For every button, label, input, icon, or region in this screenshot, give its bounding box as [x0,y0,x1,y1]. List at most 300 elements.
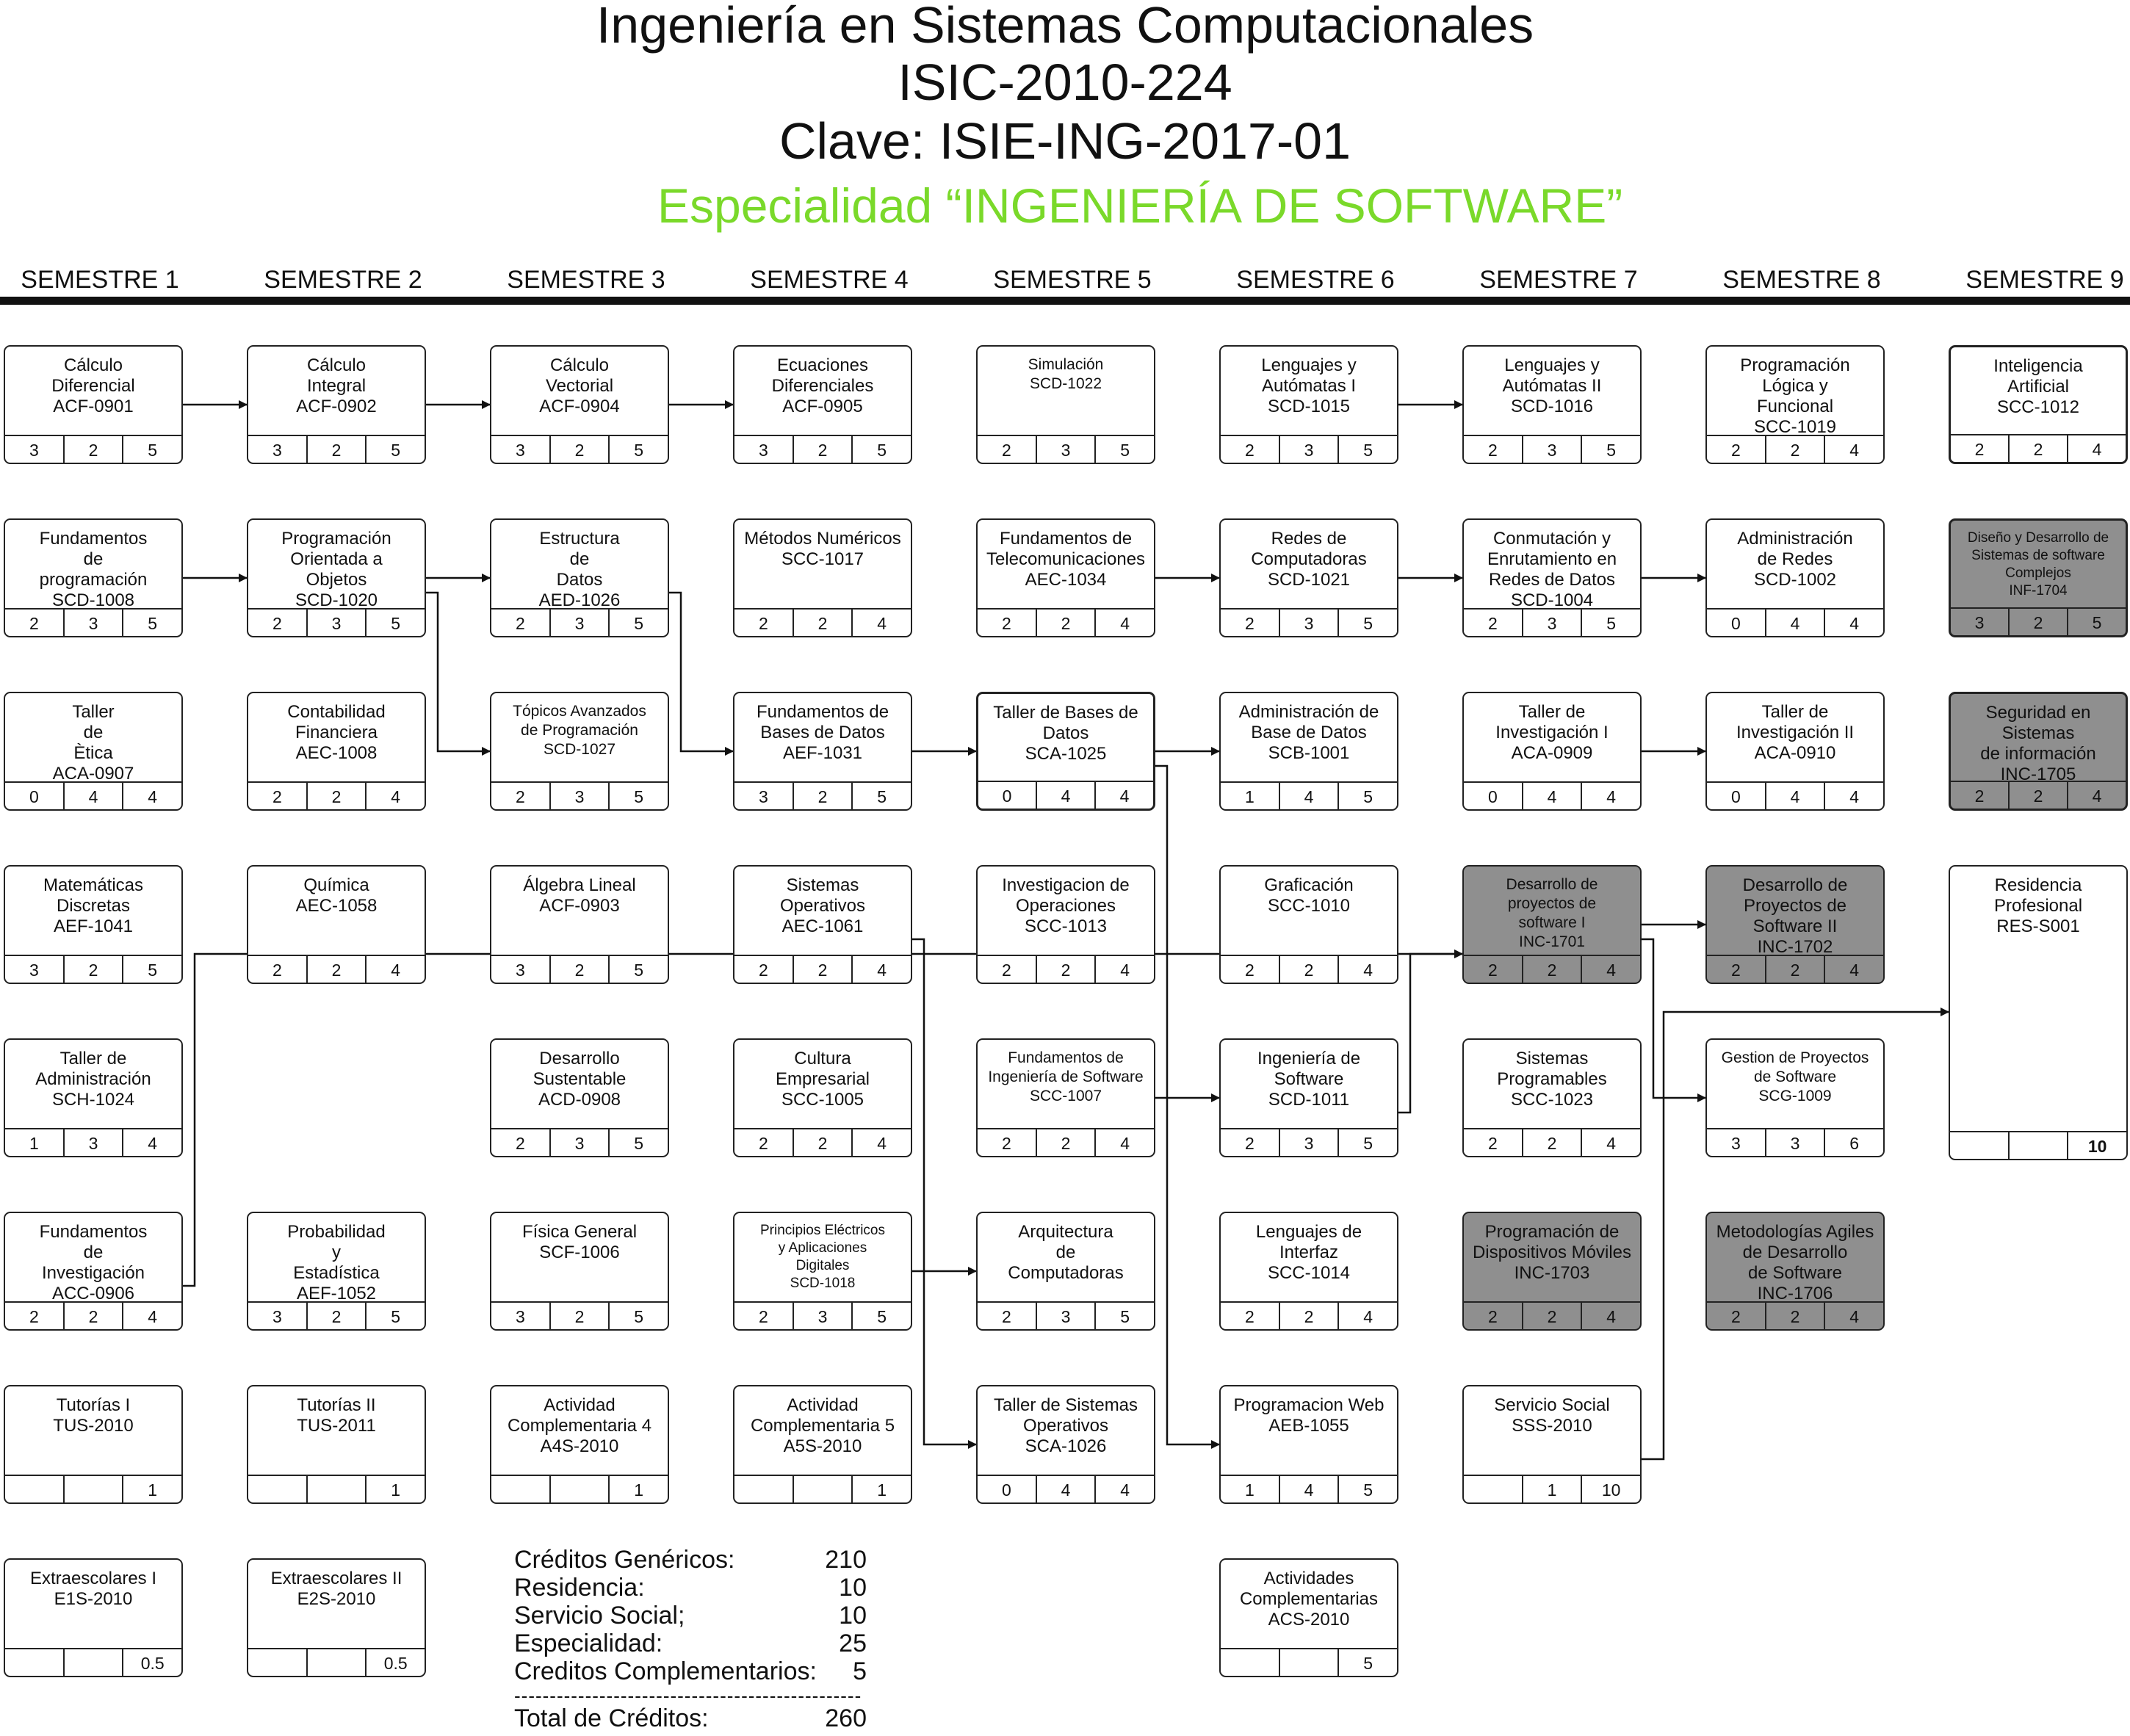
course-code: SCD-1015 [1267,397,1351,416]
course-body [5,520,181,610]
practice-hours: 2 [1523,1129,1583,1156]
theory-hours: 2 [1464,1303,1523,1329]
course-aeb-1055 [1219,1385,1398,1504]
theory-hours: 0 [1707,783,1766,809]
course-credits [734,1301,911,1329]
practice-hours: 3 [551,783,610,809]
credit-total-label: Total de Créditos: [514,1704,709,1732]
credit-row [514,1602,867,1630]
course-code: SSS-2010 [1512,1416,1592,1436]
practice-hours: 3 [1037,436,1097,463]
course-body [5,347,181,433]
course-code: SCC-1005 [781,1090,864,1110]
course-code: ACF-0904 [539,397,620,416]
theory-hours: 2 [1464,610,1523,636]
course-scc-1007 [976,1038,1155,1157]
credit-total: 5 [1363,1654,1373,1673]
course-name: Métodos Numéricos [744,529,901,549]
course-code: INC-1706 [1757,1284,1833,1303]
course-body [734,1386,911,1473]
credit-total: 4 [1606,787,1617,806]
course-body [1221,693,1397,780]
course-name: Fundamentos de Ingeniería de Software [988,1049,1144,1085]
course-credits [734,608,911,636]
course-credits [491,608,668,636]
course-code: E1S-2010 [54,1589,133,1609]
credit-total: 5 [1120,1307,1130,1326]
course-name: Cálculo Integral [306,355,367,396]
course-body [5,693,181,784]
practice-hours [1280,1649,1340,1676]
practice-hours: 3 [551,610,610,636]
course-name: Fundamentos de Investigación [39,1222,148,1283]
course-credits [1221,955,1397,983]
credit-total: 5 [634,441,644,460]
course-body [1464,520,1640,610]
course-body [248,1213,425,1303]
title-line-3: Clave: ISIE-ING-2017-01 [779,112,1351,170]
credit-total: 5 [1363,1480,1373,1500]
course-credits [1707,435,1883,463]
course-scc-1014 [1219,1212,1398,1331]
course-credits [248,1648,425,1676]
theory-hours: 2 [1221,956,1280,983]
theory-hours: 2 [1707,1303,1766,1329]
course-aec-1061 [733,865,912,984]
course-name: Taller de Administración [35,1049,151,1089]
credit-total: 4 [391,787,401,806]
credit-total: 5 [877,787,887,806]
course-name: Metodologías Agiles de Desarrollo de Software [1716,1222,1874,1283]
course-scd-1027 [490,692,669,811]
practice-hours: 2 [2010,609,2068,635]
course-code: SCH-1024 [51,1090,135,1110]
course-aca-0907 [4,692,183,811]
course-name: Ingeniería de Software [1257,1049,1361,1089]
credit-separator: ------------------------------------------------- [514,1687,862,1704]
course-credits [1951,434,2126,462]
course-code: SCC-1010 [1267,896,1351,916]
credit-total: 5 [391,441,401,460]
course-code: SCA-1025 [1025,744,1107,764]
credit-label: Servicio Social; [514,1602,685,1630]
course-code: ACF-0902 [296,397,377,416]
course-credits [1221,1301,1397,1329]
practice-hours: 1 [1523,1476,1583,1502]
course-credits [978,435,1154,463]
credit-total: 4 [877,614,887,633]
course-scd-1018 [733,1212,912,1331]
course-code: E2S-2010 [297,1589,376,1609]
prerequisite-arrow [1398,954,1462,1113]
course-body [1221,1040,1397,1126]
credit-total: 4 [1120,961,1130,980]
course-body [1707,347,1883,437]
credit-total: 1 [391,1480,401,1500]
course-body [734,693,911,780]
course-scd-1011 [1219,1038,1398,1157]
practice-hours: 2 [1037,1129,1097,1156]
course-code: SCD-1002 [1753,570,1837,590]
prerequisite-arrow [1155,766,1219,1444]
course-credits [1707,1128,1883,1156]
course-sch-1024 [4,1038,183,1157]
course-code: SCA-1026 [1025,1436,1107,1456]
course-name: Actividad Complementaria 4 [507,1395,652,1436]
practice-hours [65,1649,124,1676]
course-code: ACA-0909 [1511,743,1593,763]
course-code: AEF-1041 [53,916,134,936]
theory-hours: 2 [734,1303,794,1329]
course-credits [978,1128,1154,1156]
course-body [491,693,668,780]
course-credits [734,1475,911,1502]
credit-total: 5 [148,441,158,460]
course-inc-1701 [1462,865,1642,984]
semester-5-label: SEMESTRE 5 [993,266,1152,294]
course-scc-1013 [976,865,1155,984]
course-credits [5,1301,181,1329]
course-body [734,347,911,433]
course-name: Estructura de Datos [539,529,620,590]
course-code: SCC-1017 [781,549,864,569]
course-credits [734,1128,911,1156]
practice-hours: 2 [1766,956,1826,983]
practice-hours: 4 [65,783,124,809]
credit-total: 4 [1606,1134,1617,1153]
course-name: Actividades Complementarias [1239,1569,1379,1609]
credit-total: 4 [1849,961,1860,980]
course-body [1221,1386,1397,1473]
course-acc-0906 [4,1212,183,1331]
course-aec-1058 [247,865,426,984]
course-name: Taller de Investigación I [1495,702,1609,742]
course-acf-0904 [490,345,669,464]
course-c5_6 [976,1212,1155,1331]
practice-hours: 2 [65,956,124,983]
practice-hours: 3 [551,1129,610,1156]
course-credits [978,608,1154,636]
course-credits [1221,1648,1397,1676]
theory-hours: 2 [1221,1303,1280,1329]
course-code: TUS-2010 [53,1416,134,1436]
course-code: SCD-1022 [1029,375,1102,392]
practice-hours: 4 [1766,610,1826,636]
course-name: Desarrollo Sustentable [532,1049,627,1089]
course-name: Tutorías I [56,1395,131,1415]
course-credits [1464,608,1640,636]
credit-total: 5 [634,1134,644,1153]
credit-label: Especialidad: [514,1630,663,1657]
prerequisite-arrow [1642,939,1705,1098]
course-name: Actividad Complementaria 5 [750,1395,895,1436]
theory-hours [1464,1476,1523,1502]
course-body [491,1386,668,1473]
course-name: Graficación [1264,875,1354,895]
practice-hours: 3 [1523,436,1583,463]
theory-hours: 2 [1464,1129,1523,1156]
course-body [248,867,425,953]
course-code: SCD-1021 [1267,570,1351,590]
course-name: Sistemas Operativos [779,875,866,916]
course-body [1707,867,1883,957]
theory-hours: 0 [978,782,1037,809]
credit-value: 10 [839,1574,867,1602]
course-acd-0908 [490,1038,669,1157]
credit-total: 5 [1363,614,1373,633]
credit-label: Créditos Genéricos: [514,1546,735,1574]
theory-hours: 2 [5,1303,65,1329]
course-body [248,1386,425,1473]
course-aec-1008 [247,692,426,811]
course-credits [1221,781,1397,809]
credit-total: 5 [634,961,644,980]
theory-hours: 2 [248,610,308,636]
course-body [1221,520,1397,607]
course-name: Conmutación y Enrutamiento en Redes de Datos [1487,529,1617,590]
theory-hours: 1 [1221,783,1280,809]
course-code: ACC-0906 [51,1284,135,1303]
theory-hours: 2 [248,956,308,983]
credit-total: 4 [148,787,158,806]
semester-4-label: SEMESTRE 4 [750,266,909,294]
theory-hours: 0 [1707,610,1766,636]
course-code: AEC-1061 [781,916,864,936]
course-acf-0901 [4,345,183,464]
theory-hours: 3 [1707,1129,1766,1156]
course-body [5,1560,181,1646]
course-name: Gestion de Proyectos de Software [1721,1049,1869,1085]
course-name: Administración de Redes [1737,529,1853,569]
credit-total: 4 [2092,786,2102,806]
course-name: Simulación [1028,356,1104,373]
course-code: ACD-0908 [538,1090,621,1110]
credit-row [514,1657,867,1685]
theory-hours: 2 [978,436,1037,463]
practice-hours [308,1476,367,1502]
course-name: Diseño y Desarrollo de Sistemas de software Complejos [1967,530,2109,581]
course-name: Redes de Computadoras [1251,529,1367,569]
course-credits [1464,435,1640,463]
course-name: Extraescolares II [270,1569,402,1588]
practice-hours: 2 [308,436,367,463]
course-credits [978,1301,1154,1329]
theory-hours: 3 [491,436,551,463]
course-credits [248,608,425,636]
course-body [978,694,1153,781]
course-credits [1707,608,1883,636]
theory-hours: 2 [1464,436,1523,463]
course-credits [1221,1128,1397,1156]
course-code: SCD-1004 [1510,590,1594,610]
course-code: ACA-0907 [52,764,134,784]
course-name: Taller de Ètica [72,702,115,763]
practice-hours: 2 [1523,1303,1583,1329]
theory-hours: 2 [1951,435,2010,462]
course-aef-1052 [247,1212,426,1331]
course-code: AEC-1008 [295,743,378,763]
theory-hours: 2 [491,783,551,809]
theory-hours: 2 [1707,956,1766,983]
practice-hours: 4 [1766,783,1826,809]
theory-hours: 1 [1221,1476,1280,1502]
credit-total: 5 [1120,441,1130,460]
practice-hours: 2 [308,1303,367,1329]
course-name: Taller de Bases de Datos [993,703,1138,743]
practice-hours: 3 [1037,1303,1097,1329]
practice-hours: 2 [2010,435,2068,462]
course-credits [1707,1301,1883,1329]
course-scg-1009 [1705,1038,1885,1157]
theory-hours: 3 [734,436,794,463]
course-body [734,867,911,953]
practice-hours: 3 [1280,436,1340,463]
practice-hours: 3 [1766,1129,1826,1156]
course-inc-1705 [1949,692,2128,811]
practice-hours: 2 [2010,782,2068,809]
course-name: Fundamentos de Telecomunicaciones [986,529,1146,569]
course-body [1951,347,2126,434]
course-scc-1010 [1219,865,1398,984]
course-name: Ecuaciones Diferenciales [771,355,874,396]
theory-hours: 3 [734,783,794,809]
course-name: Lenguajes y Autómatas II [1502,355,1602,396]
course-code: AEF-1052 [296,1284,377,1303]
course-inc-1706 [1705,1212,1885,1331]
practice-hours: 2 [794,436,853,463]
course-body [5,1040,181,1126]
practice-hours: 3 [65,610,124,636]
course-name: Taller de Sistemas Operativos [993,1395,1138,1436]
theory-hours: 2 [1951,782,2010,809]
credit-total-row [514,1704,867,1732]
course-body [491,867,668,953]
course-code: ACF-0903 [539,896,620,916]
credit-total: 4 [391,961,401,980]
credit-label: Creditos Complementarios: [514,1657,817,1685]
course-credits [1464,781,1640,809]
credit-total: 5 [148,614,158,633]
theory-hours: 2 [1221,436,1280,463]
credit-total: 5 [877,441,887,460]
course-scd-1004 [1462,518,1642,637]
credit-total: 5 [1363,787,1373,806]
course-code: INC-1703 [1514,1263,1590,1283]
course-body [1464,1040,1640,1126]
credit-total: 0.5 [383,1654,408,1673]
theory-hours: 2 [978,1129,1037,1156]
course-code: ACF-0905 [782,397,863,416]
course-credits [248,435,425,463]
theory-hours [1221,1649,1280,1676]
theory-hours: 2 [734,610,794,636]
course-aec-1034 [976,518,1155,637]
practice-hours: 4 [1523,783,1583,809]
prerequisite-arrow [669,593,733,751]
course-credits [491,1475,668,1502]
course-code: SCC-1012 [1996,397,2080,417]
credit-total: 4 [877,961,887,980]
course-credits [978,781,1153,809]
course-name: Extraescolares I [29,1569,157,1588]
theory-hours: 2 [734,1129,794,1156]
course-body [248,347,425,433]
credit-summary [514,1546,867,1732]
course-code: INC-1705 [2000,764,2076,784]
credit-total: 4 [1120,1134,1130,1153]
course-body [1464,1213,1640,1300]
credit-total: 1 [877,1480,887,1500]
course-code: SCC-1023 [1510,1090,1594,1110]
credit-total: 5 [634,787,644,806]
practice-hours: 2 [794,610,853,636]
course-name: Seguridad en Sistemas de información [1980,703,2096,764]
practice-hours [308,1649,367,1676]
theory-hours [5,1476,65,1502]
credit-total: 4 [1606,961,1617,980]
course-scd-1021 [1219,518,1398,637]
course-body [1950,867,2126,1128]
title-line-2: ISIC-2010-224 [898,54,1232,111]
semester-7-label: SEMESTRE 7 [1479,266,1638,294]
credit-total: 4 [2092,440,2102,459]
credit-total: 6 [1849,1134,1860,1153]
credit-total: 5 [634,614,644,633]
course-scc-1023 [1462,1038,1642,1157]
credit-total: 4 [1849,441,1860,460]
credit-total: 1 [634,1480,644,1500]
course-name: Arquitectura de Computadoras [1008,1222,1124,1283]
theory-hours: 2 [491,1129,551,1156]
course-credits [248,781,425,809]
practice-hours: 4 [1037,1476,1097,1502]
practice-hours: 2 [308,783,367,809]
course-body [1707,1040,1883,1126]
course-body [248,693,425,780]
course-credits [491,781,668,809]
course-credits [491,1301,668,1329]
credit-total: 4 [1119,786,1130,806]
course-credits [1464,955,1640,983]
course-credits [5,608,181,636]
course-credits [734,435,911,463]
course-name: Servicio Social [1494,1395,1610,1415]
course-tus-2011 [247,1385,426,1504]
course-credits [1951,607,2126,635]
theory-hours [1950,1132,2010,1159]
course-code: SCD-1011 [1268,1090,1350,1110]
course-name: Investigacion de Operaciones [1002,875,1130,916]
credit-total: 5 [391,614,401,633]
course-code: ACA-0910 [1754,743,1836,763]
course-body [248,1560,425,1646]
practice-hours: 4 [1280,783,1340,809]
course-name: Fundamentos de programación [39,529,148,590]
practice-hours: 3 [794,1303,853,1329]
practice-hours: 4 [1280,1476,1340,1502]
course-name: Programacion Web [1233,1395,1384,1415]
semester-6-label: SEMESTRE 6 [1236,266,1395,294]
course-scd-1002 [1705,518,1885,637]
course-body [978,520,1154,607]
practice-hours: 2 [794,1129,853,1156]
course-body [1951,694,2126,784]
course-code: AEC-1058 [295,896,378,916]
prerequisite-arrow [426,593,490,751]
course-credits [734,781,911,809]
course-credits [248,955,425,983]
course-credits [1221,608,1397,636]
